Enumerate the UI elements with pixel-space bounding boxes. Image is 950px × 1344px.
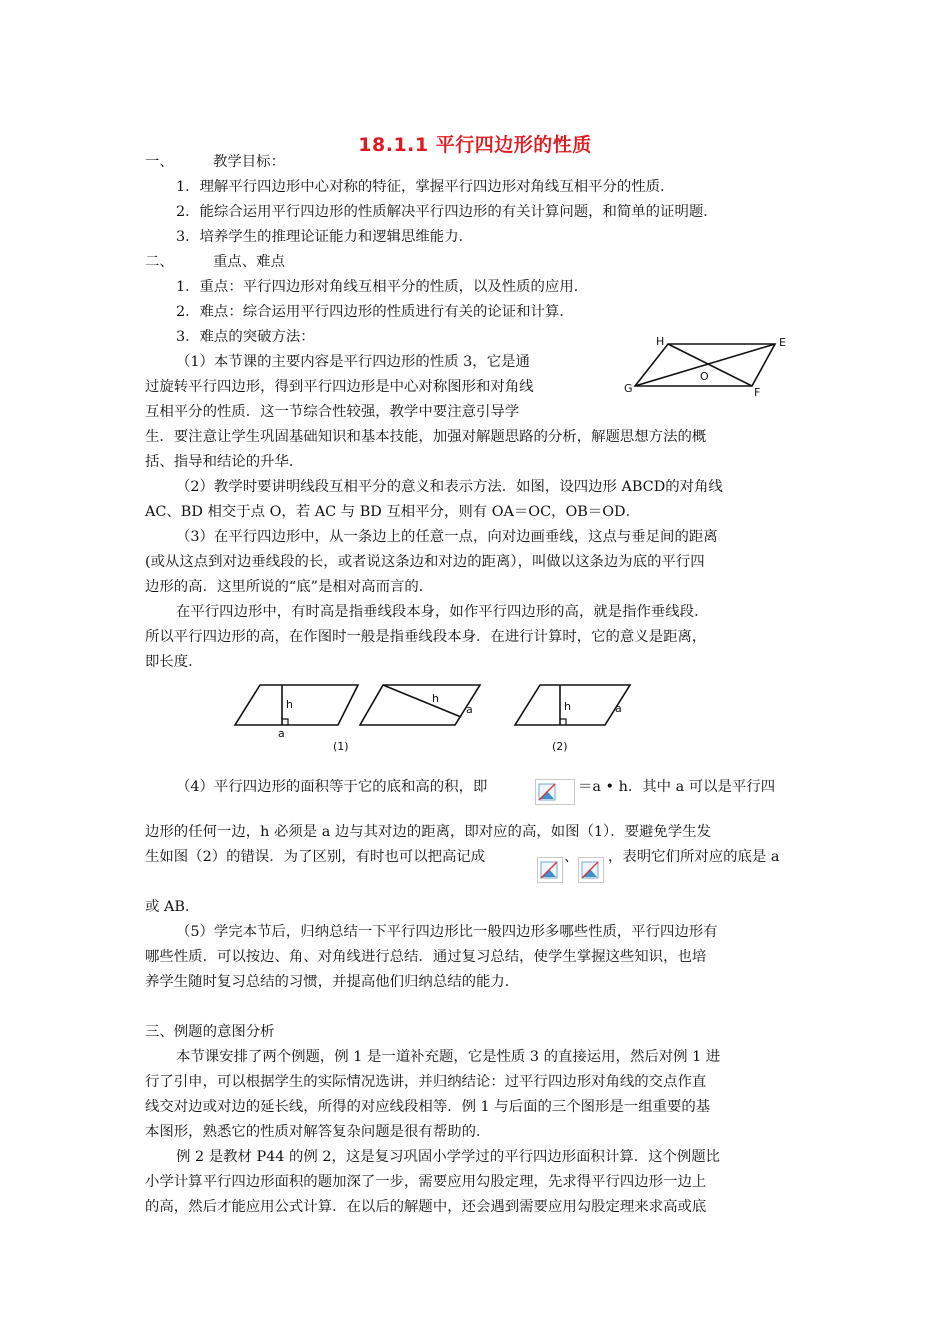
- side-label: a: [615, 702, 622, 715]
- paragraph-1-line: （1）本节课的主要内容是平行四边形的性质 3，它是通: [176, 354, 530, 370]
- key-point-item: 2．难点：综合运用平行四边形的性质进行有关的论证和计算．: [176, 304, 574, 320]
- section-2-number: 二、: [145, 254, 174, 270]
- paragraph-5-line: 养学生随时复习总结的习惯，并提高他们归纳总结的能力．: [145, 974, 520, 990]
- height-label: h: [432, 692, 439, 705]
- key-point-item: 1．重点：平行四边形对角线互相平分的性质，以及性质的应用．: [176, 279, 589, 295]
- broken-formula-image: [535, 779, 575, 805]
- center-label-o: O: [700, 370, 709, 383]
- paragraph-5-line: （5）学完本节后，归纳总结一下平行四边形比一般四边形多哪些性质，平行四边形有: [176, 924, 718, 940]
- paragraph-1-line: 互相平分的性质．这一节综合性较强，教学中要注意引导学: [145, 404, 520, 420]
- paragraph-1-line: 括、指导和结论的升华．: [145, 454, 304, 470]
- parallelogram-shape-2: [360, 685, 480, 725]
- paragraph-1-line: 过旋转平行四边形，得到平行四边形是中心对称图形和对角线: [145, 379, 534, 395]
- vertex-label-g: G: [624, 382, 633, 395]
- section-3-line: 本节课安排了两个例题，例 1 是一道补充题，它是性质 3 的直接运用，然后对例 1 进: [176, 1049, 721, 1065]
- parallelogram-heights-figure: [230, 680, 640, 755]
- section-3-line: 行了引申，可以根据学生的实际情况选讲，并归纳结论：过平行四边形对角线的交点作直: [145, 1074, 707, 1090]
- paragraph-3b-line: 所以平行四边形的高，在作图时一般是指垂线段本身．在进行计算时，它的意义是距离，: [145, 629, 707, 645]
- vertex-label-f: F: [754, 386, 761, 399]
- paragraph-4-line: ，表明它们所对应的底是 a: [608, 849, 780, 865]
- objective-item: 2．能综合运用平行四边形的性质解决平行四边形的有关计算问题，和简单的证明题．: [176, 204, 718, 220]
- paragraph-2-line: AC、BD 相交于点 O，若 AC 与 BD 互相平分，则有 OA＝OC，OB＝OD．: [145, 504, 640, 520]
- parallelogram-diagonals-figure: [620, 330, 800, 402]
- section-1-number: 一、: [145, 154, 174, 170]
- paragraph-5-line: 哪些性质．可以按边、角、对角线进行总结．通过复习总结，使学生掌握这些知识，也培: [145, 949, 707, 965]
- paragraph-3-line: （3）在平行四边形中，从一条边上的任意一点，向对边画垂线，这点与垂足间的距离: [176, 529, 718, 545]
- section-3-line: 线交对边或对边的延长线，所得的对应线段相等．例 1 与后面的三个图形是一组重要的基: [145, 1099, 711, 1115]
- broken-image-icon: [538, 783, 556, 801]
- vertex-label-e: E: [779, 336, 786, 349]
- height-label: h: [286, 698, 293, 711]
- paragraph-4-line: 或 AB．: [145, 899, 200, 915]
- right-angle-mark: [560, 719, 566, 725]
- section-3-line: 小学计算平行四边形面积的题加深了一步，需要应用勾股定理，先求得平行四边形一边上: [145, 1174, 707, 1190]
- paragraph-4-line: （4）平行四边形的面积等于它的底和高的积，即: [176, 779, 488, 795]
- objective-item: 3．培养学生的推理论证能力和逻辑思维能力．: [176, 229, 473, 245]
- section-3-line: 本图形，熟悉它的性质对解答复杂问题是很有帮助的．: [145, 1124, 491, 1140]
- broken-image-icon: [581, 861, 599, 879]
- diagonal-he-to-g: [668, 344, 752, 386]
- paragraph-4-line: 生如图（2）的错误．为了区别，有时也可以把高记成: [145, 849, 486, 865]
- paragraph-4-line: 边形的任何一边，h 必须是 a 边与其对边的距离，即对应的高，如图（1）．要避免学生发: [145, 824, 711, 840]
- parallelogram-shape-3: [515, 685, 630, 725]
- paragraph-4-line: ＝a • h．其中 a 可以是平行四: [578, 779, 776, 795]
- paragraph-1-line: 生．要注意让学生巩固基础知识和基本技能，加强对解题思路的分析，解题思想方法的概: [145, 429, 707, 445]
- section-3-heading: 三、例题的意图分析: [145, 1024, 275, 1040]
- key-point-item: 3．难点的突破方法：: [176, 329, 315, 345]
- broken-image-icon: [540, 861, 558, 879]
- right-angle-mark: [282, 719, 288, 725]
- figure-caption-2: (2): [552, 740, 568, 753]
- objective-item: 1．理解平行四边形中心对称的特征，掌握平行四边形对角线互相平分的性质．: [176, 179, 675, 195]
- paragraph-4-separator: 、: [564, 849, 579, 865]
- figure-caption-1: (1): [333, 740, 349, 753]
- broken-formula-image: [537, 857, 563, 883]
- vertex-label-h: H: [656, 335, 665, 348]
- broken-formula-image: [578, 857, 604, 883]
- base-label: a: [278, 727, 285, 740]
- parallelogram-shape-1: [235, 685, 358, 725]
- paragraph-3b-line: 即长度．: [145, 654, 203, 670]
- section-2-heading: 重点、难点: [213, 254, 285, 270]
- paragraph-2-line: （2）教学时要讲明线段互相平分的意义和表示方法．如图，设四边形 ABCD的对角线: [176, 479, 723, 495]
- section-1-heading: 教学目标：: [213, 154, 285, 170]
- section-3-line: 的高，然后才能应用公式计算．在以后的解题中，还会遇到需要应用勾股定理来求高或底: [145, 1199, 707, 1215]
- base-label: a: [466, 703, 473, 716]
- slanted-height-line: [383, 685, 461, 717]
- paragraph-3b-line: 在平行四边形中，有时高是指垂线段本身，如作平行四边形的高，就是指作垂线段．: [176, 604, 709, 620]
- paragraph-3-line: (或从这点到对边垂线段的长，或者说这条边和对边的距离），叫做以这条边为底的平行四: [145, 554, 705, 570]
- page-title: 18.1.1 平行四边形的性质: [358, 134, 592, 156]
- section-3-line: 例 2 是教材 P44 的例 2，这是复习巩固小学学过的平行四边形面积计算．这个例题比: [176, 1149, 721, 1165]
- height-label: h: [564, 700, 571, 713]
- paragraph-3-line: 边形的高．这里所说的“底”是相对高而言的．: [145, 579, 434, 595]
